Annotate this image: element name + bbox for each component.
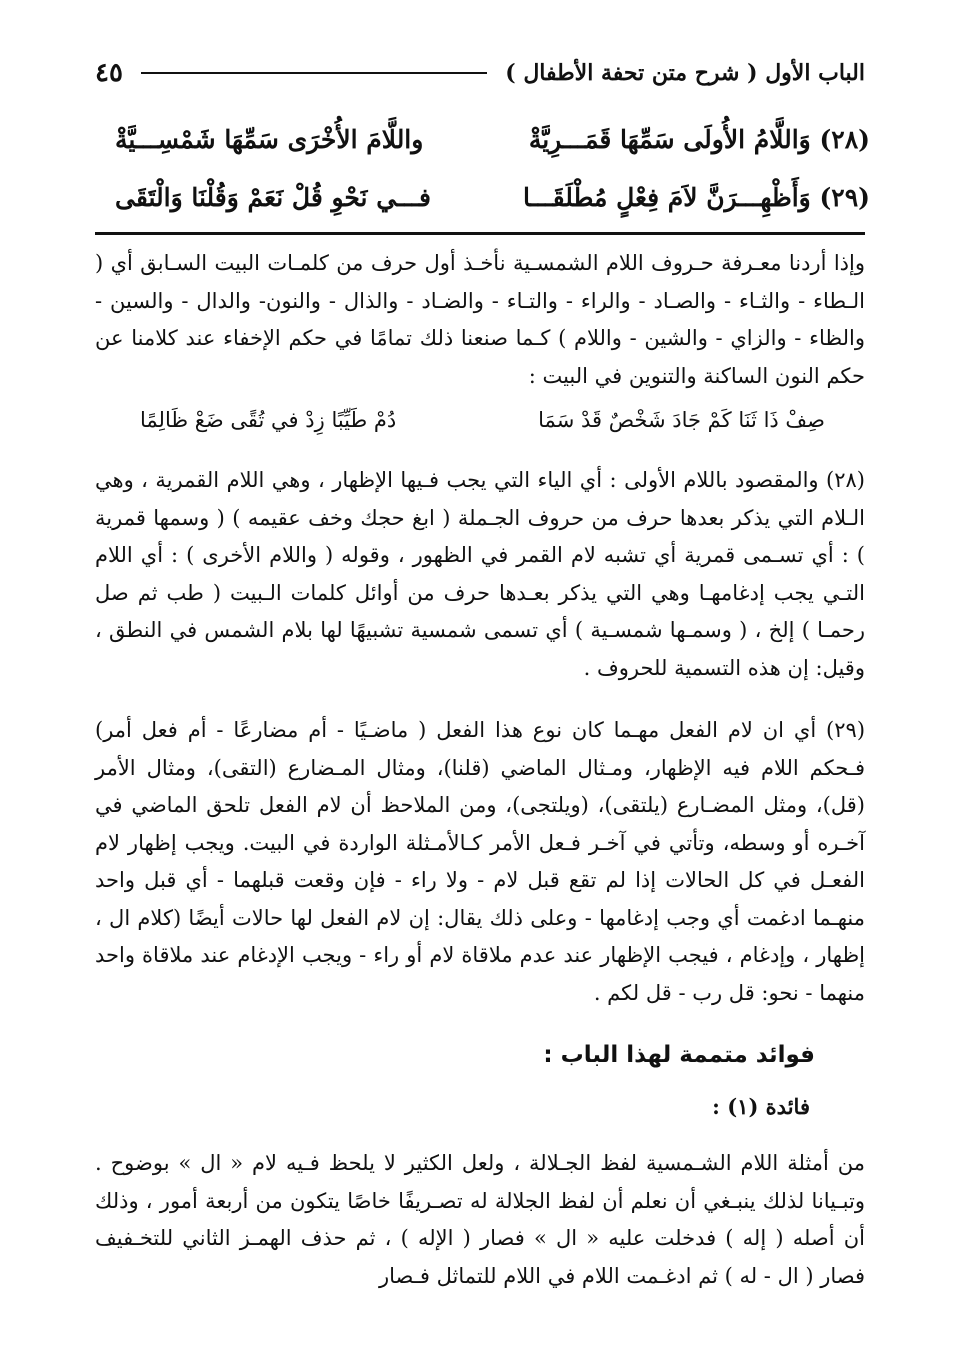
- verse-line: [115, 168, 870, 226]
- paragraph-benefit-1: من أمثلة اللام الشـمسية لفظ الجـلالة ، ولعل الكثير لا يلحظ فـيه لام « ال » بوضوح . وتبـيانا لذلك ينبـغي أن نعلم أن لفظ الجلالة له تصـريفًا خاصًا يتكون من أربعة أمور ، وذلك أن أصله ( إله ) فدخلت عليه « ال » فصار ( الإله ) ، ثم حذف الهمـز الثاني للتخـفيف فصار ( ال - له ) ثم ادغـمت اللام في اللام للتماثل فـصار: [95, 1151, 865, 1288]
- paragraph-note-29: (٢٩) أي ان لام الفعل مهـما كان نوع هذا الفعل ( ماضـيًا - أم مضارعًا - أم فعل أمر) فـحكم اللام فيه الإظهار، ومـثال الماضي (قلنا)، ومثال المـضارع (التقى)، ومثال الأمر (قل)، ومثل المضـارع (يلتقى)، (ويلتجى)، ومن الملاحظ أن لام الفعل تلحق الماضي في آخـره أو وسطه، وتأتي في آخـر فـعل الأمر كـالأمـثلة الواردة في البيت. ويجب إظهار لام الفعـل في كل الحالات إذا لم تقع قبل لام - ولا راء - فإن وقعت قبلهما - أي قبل واحد منهـما ادغمت أي وجب إدغامها - وعلى ذلك يقال: إن لام الفعل لها حالات أيضًا (كلام ال ، إظهار ، وإدغام ، فيجب الإظهار عند عدم ملاقاة لام أو راء - ويجب الإدغام عند ملاقاة واحد منهما - نحو: قل رب - قل لكم .: [95, 718, 866, 1005]
- verse-second-hemistich: فـــي نَحْوِ قُلْ نَعَمْ وَقُلْنَا وَالْتَقَى: [115, 182, 431, 212]
- page-number: ٤٥: [95, 58, 123, 88]
- chapter-title: الباب الأول ( شرح متن تحفة الأطفال ): [505, 60, 865, 86]
- sub-heading: فائدة (١) :: [712, 1094, 810, 1119]
- inline-verse-second: دُمْ طَيِّبًا زِدْ في تُقًى ضَعْ ظَالِمًا: [140, 408, 397, 432]
- header-rule: [141, 72, 487, 74]
- section-heading: فوائد متممة لهذا الباب :: [543, 1042, 815, 1068]
- verse-divider: [95, 232, 865, 235]
- verse-first-hemistich: (٢٩) وَأَظْهِـــرَنَّ لاَمَ فِعْلٍ مُطْلَقَـــا: [522, 182, 870, 212]
- running-header: [95, 48, 865, 98]
- poem-verses: [115, 110, 870, 226]
- paragraph-intro: وإذا أردنا معـرفة حـروف اللام الشمسـية نأخـذ أول حرف من كلمـات البيت السـابق أي ( الـطاء - والثـاء - والصـاد - والراء - والتـاء - والضـاد - والذال - والنون- والدال - والسين - والظاء - والزاي - والشين - واللام ) كـما صنعنا ذلك تمامًا في حكم الإخفاء عند كلامنا عن حكم النون الساكنة والتنوين في البيت :: [95, 251, 865, 388]
- paragraph-note-28: (٢٨) والمقصود باللام الأولى : أي الياء التي يجب فـيها الإظهار ، وهي اللام القمرية ، وهي الـلام التي يذكر بعدها حرف من حروف الجـملة ( ابغ حجك وخف عقيمه ) ( وسمها قمرية ) : أي تسـمى قمرية أي تشبه لام القمر في الظهور ، وقوله ( واللام الأخرى ) : أي اللام التـي يجب إدغامهـا وهي التي يذكر بعـدها حرف من أوائل كلمات الـبيت ( طب ثم صل رحمـا ) إلخ ، ( وسمـها شمسـية ) أي تسمى شمسية تشبيهًا لها بلام الشمس في النطق ، وقيل: إن هذه التسمية للحروف .: [95, 468, 865, 680]
- inline-verse-first: صِفْ ذَا ثَنَا كَمْ جَادَ شَخْصٌ قَدْ سَمَا: [538, 408, 825, 432]
- verse-line: [115, 110, 870, 168]
- inline-verse: [140, 408, 825, 432]
- verse-first-hemistich: (٢٨) وَاللَّامُ الأُولَى سَمِّهَا قَمَـــرِيَّةْ: [528, 124, 870, 154]
- verse-second-hemistich: واللَّامَ الأُخْرَى سَمِّهَا شَمْسِـــيَّةْ: [115, 124, 424, 154]
